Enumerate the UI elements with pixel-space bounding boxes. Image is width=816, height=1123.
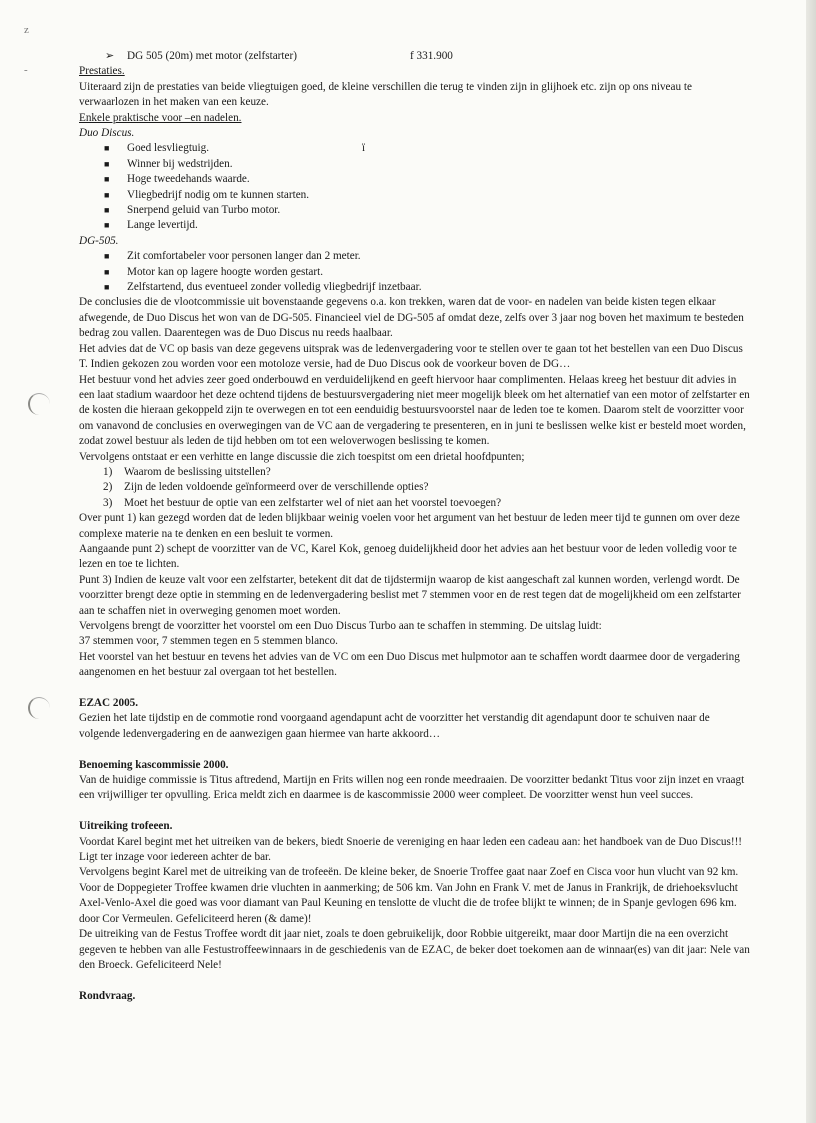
dg-505-list xyxy=(79,249,751,295)
paragraph: De uitreiking van de Festus Troffee wordt dit jaar niet, zoals te doen gebruikelijk, door Robbie uitgereikt, maar door Martijn die na een overzicht gegeven te hebben van alle Festustroffeewinnaars in de geschiedenis van de EZAC, de beker doet toekomen aan de winnaar(es) van dit jaar: Nele van den Broeck. Gefeliciteerd Nele! xyxy=(79,928,750,971)
stray-mark: ï xyxy=(362,142,366,155)
paragraph: Het advies dat de VC op basis van deze gegevens uitsprak was de ledenvergadering voor te stellen over te gaan tot het bestellen van een Duo Discus T. Indien gekozen zou worden voor een motoloze versie, had de Duo Discus ook de voorkeur boven de DG… xyxy=(79,342,743,371)
list-item: ■ Motor kan op lagere hoogte worden gestart. xyxy=(79,265,751,280)
paragraph: Gezien het late tijdstip en de commotie rond voorgaand agendapunt acht de voorzitter het verstandig dit agendapunt door te schuiven naar de volgende ledenvergadering en de aanwezigen gaan hiermee van harte akkoord… xyxy=(79,712,710,740)
bullet-icon: ■ xyxy=(104,282,110,293)
section-heading-pros-cons: Enkele praktische voor –en nadelen. xyxy=(79,111,242,124)
list-item: ■ Vliegbedrijf nodig om te kunnen starten. xyxy=(79,188,751,203)
bullet-icon: ■ xyxy=(104,189,110,200)
list-item: 2) Zijn de leden voldoende geïnformeerd over de verschillende opties? xyxy=(103,481,429,494)
vote-result: 37 stemmen voor, 7 stemmen tegen en 5 stemmen blanco. xyxy=(79,635,338,648)
list-item: ■ Snerpend geluid van Turbo motor. xyxy=(79,203,751,218)
list-item: ■ Goed lesvliegtuig. ï xyxy=(79,141,751,156)
bullet-icon: ■ xyxy=(104,220,110,231)
section-heading-ezac: EZAC 2005. xyxy=(79,697,139,710)
paragraph: Voor de Doppegieter Troffee kwamen drie vluchten in aanmerking; de 506 km. Van John en Frank V. met de Janus in Frankrijk, de driehoeksvlucht Axel-Venlo-Axel die goed was voor diamant van Paul Keuning en tenslotte de vlucht die de trofee blijkt te winnen; de in Spanje gevlogen 696 km. door Cor Vermeulen. Gefeliciteerd heren (& dame)! xyxy=(79,881,738,925)
paragraph: Punt 3) Indien de keuze valt voor een zelfstarter, betekent dit dat de tijdstermijn waarop de kist aangeschaft zal kunnen worden, verlengd wordt. De voorzitter brengt deze optie in stemming en de ledenvergadering beslist met 7 stemmen voor en de rest tegen dat de mogelijkheid om een zelfstarter aan te schaffen niet in overweging genomen moet worden. xyxy=(79,573,741,617)
price-value: f 331.900 xyxy=(410,50,453,62)
list-item: ■ Zelfstartend, dus eventueel zonder volledig vliegbedrijf inzetbaar. xyxy=(79,280,751,295)
bullet-icon: ■ xyxy=(104,205,110,216)
bullet-icon: ■ xyxy=(104,251,110,262)
punch-hole xyxy=(28,393,50,415)
paragraph: Vervolgens ontstaat er een verhitte en lange discussie die zich toespitst om een drietal hoofdpunten; xyxy=(79,450,525,463)
subheading-duo-discus: Duo Discus. xyxy=(79,127,135,140)
subheading-dg-505: DG-505. xyxy=(79,234,119,247)
page-edge xyxy=(806,0,816,1123)
paragraph: Aangaande punt 2) schept de voorzitter van de VC, Karel Kok, genoeg duidelijkheid door het advies aan het bestuur voor de leden volledig voor te lezen en toe te lichten. xyxy=(79,542,737,571)
paragraph: Vervolgens brengt de voorzitter het voorstel om een Duo Discus Turbo aan te schaffen in stemming. De uitslag luidt: xyxy=(79,620,602,633)
arrow-bullet-icon: ➢ xyxy=(105,50,115,62)
page-mark: z xyxy=(24,24,29,36)
section-heading-kascommissie: Benoeming kascommissie 2000. xyxy=(79,758,229,771)
duo-discus-list xyxy=(79,141,751,233)
price-item: DG 505 (20m) met motor (zelfstarter) xyxy=(127,50,297,62)
punch-hole xyxy=(28,697,50,719)
list-item: ■ Winner bij wedstrijden. xyxy=(79,157,751,172)
price-line xyxy=(79,49,751,64)
paragraph: Het bestuur vond het advies zeer goed onderbouwd en verduidelijkend en geeft hiervoor haar complimenten. Helaas kreeg het bestuur dit advies in een laat stadium waardoor het deze ochtend tijdens de bestuursvergadering niet meer mogelijk bleek om het alternatief van een motor of zelfstarter en de kosten die hieraan gekoppeld zijn te overwegen en tot een eenduidig bestuursvoorstel naar de leden toe te komen. Daarom stelt de voorzitter voor om vanavond de conclusies en overwegingen van de VC aan de vergadering te presenteren, en in juni te beslissen welke kist er besteld moet worden, zodat zowel bestuur als leden de tijd hebben om tot een weloverwogen beslissing te komen. xyxy=(79,373,750,448)
paragraph: Vervolgens begint Karel met de uitreiking van de trofeeën. De kleine beker, de Snoerie Troffee gaat naar Zoef en Cisca voor hun vlucht van 92 km. xyxy=(79,866,739,879)
bullet-icon: ■ xyxy=(104,174,110,185)
paragraph: Van de huidige commissie is Titus aftredend, Martijn en Frits willen nog een ronde meedraaien. De voorzitter bedankt Titus voor zijn inzet en vraagt een vrijwilliger ter opvulling. Erica meldt zich en daarmee is de kascommissie 2000 weer compleet. De voorzitter wenst hun veel succes. xyxy=(79,774,745,802)
paragraph: Het voorstel van het bestuur en tevens het advies van de VC om een Duo Discus met hulpmotor aan te schaffen wordt daarmee door de vergadering aangenomen en het bestuur zal overgaan tot het bestellen. xyxy=(79,650,740,679)
list-item: ■ Hoge tweedehands waarde. xyxy=(79,172,751,187)
section-heading-prestaties: Prestaties. xyxy=(79,65,125,78)
document-body xyxy=(79,49,751,1004)
bullet-icon: ■ xyxy=(104,143,110,154)
section-heading-rondvraag: Rondvraag. xyxy=(79,989,136,1002)
page-mark: - xyxy=(24,64,28,76)
section-heading-trofeeen: Uitreiking trofeeen. xyxy=(79,820,173,833)
paragraph: Over punt 1) kan gezegd worden dat de leden blijkbaar weinig voelen voor het argument van het bestuur de leden meer tijd te gunnen om over deze complexe materie na te denken en een besluit te vormen. xyxy=(79,512,740,540)
paragraph: Voordat Karel begint met het uitreiken van de bekers, biedt Snoerie de vereniging en haar leden een cadeau aan: het handboek van de Duo Discus!!! Ligt ter inzage voor iedereen achter de bar. xyxy=(79,835,743,864)
paragraph: De conclusies die de vlootcommissie uit bovenstaande gegevens o.a. kon trekken, waren dat de voor- en nadelen van beide kisten tegen elkaar afwegende, de Duo Discus het won van de DG-505. Financieel viel de DG-505 af omdat deze, zelfs over 3 jaar nog boven het maximum te besteden bedrag zou vallen. Daarentegen was de Duo Discus nu reeds haalbaar. xyxy=(79,296,744,340)
paragraph: Uiteraard zijn de prestaties van beide vliegtuigen goed, de kleine verschillen die terug te vinden zijn in glijhoek etc. zijn op ons niveau te verwaarlozen in het maken van een keuze. xyxy=(79,80,692,109)
discussion-points-list xyxy=(79,465,751,511)
list-item: 3) Moet het bestuur de optie van een zelfstarter wel of niet aan het voorstel toevoegen? xyxy=(103,496,502,509)
bullet-icon: ■ xyxy=(104,266,110,277)
list-item: ■ Zit comfortabeler voor personen langer dan 2 meter. xyxy=(79,249,751,264)
list-item: ■ Lange levertijd. xyxy=(79,218,751,233)
bullet-icon: ■ xyxy=(104,158,110,169)
list-item: 1) Waarom de beslissing uitstellen? xyxy=(103,465,271,478)
